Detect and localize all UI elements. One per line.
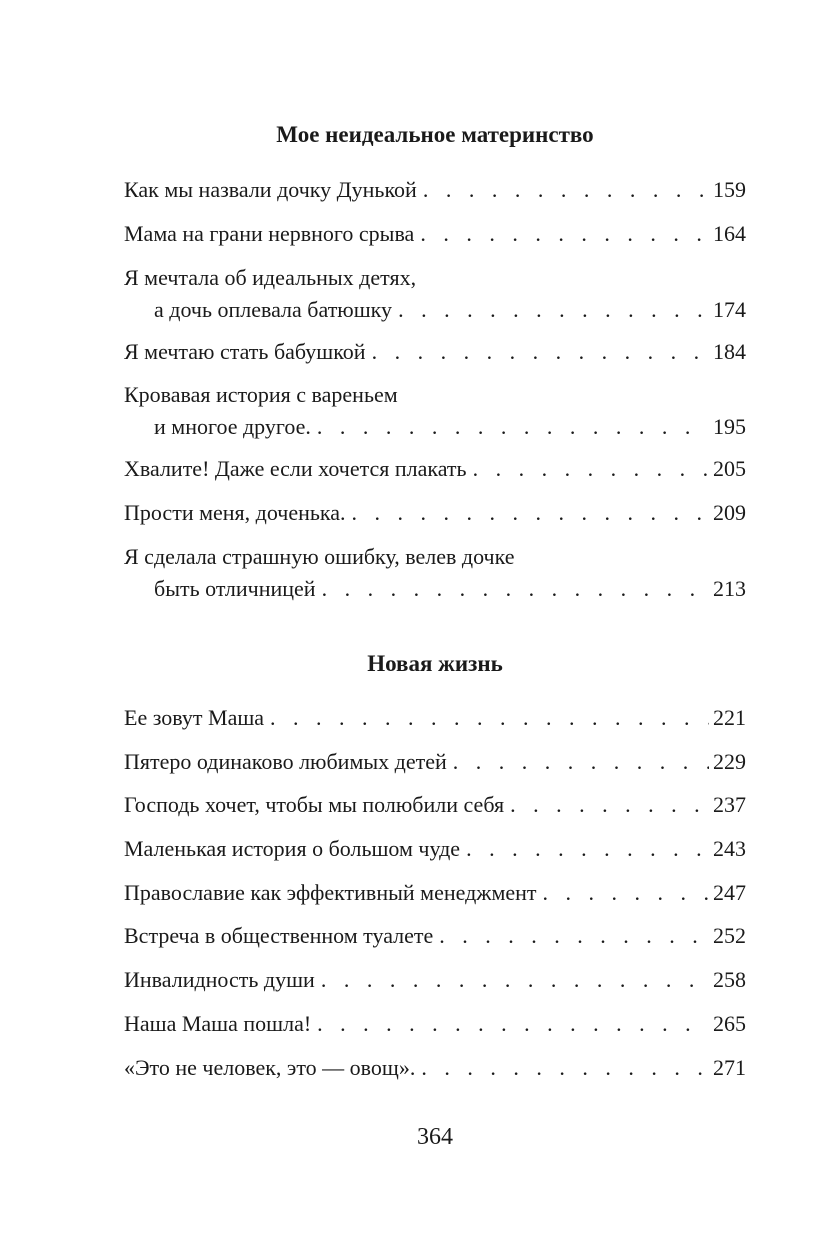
dot-leader <box>537 877 709 909</box>
dot-leader <box>311 411 709 443</box>
entry-page: 209 <box>713 500 746 525</box>
toc-line <box>124 541 746 573</box>
toc-line <box>124 833 746 865</box>
dot-leader <box>264 702 709 734</box>
dot-leader <box>414 218 709 250</box>
toc-entry <box>124 746 746 778</box>
entry-page: 221 <box>713 705 746 730</box>
dot-leader <box>346 497 709 529</box>
toc-line <box>124 294 746 326</box>
entry-title: Маленькая история о большом чуде <box>124 836 461 861</box>
toc-line <box>124 1008 746 1040</box>
toc-entry <box>124 789 746 821</box>
toc-line <box>124 920 746 952</box>
dot-leader <box>316 573 709 605</box>
toc-line <box>124 379 746 411</box>
entry-title-continued: и многое другое. <box>154 414 311 439</box>
entry-title: Наша Маша пошла! <box>124 1011 312 1036</box>
entry-title: Ее зовут Маша <box>124 705 265 730</box>
entry-title: Я сделала страшную ошибку, велев дочке <box>124 544 515 569</box>
dot-leader <box>417 174 709 206</box>
toc-line <box>124 411 746 443</box>
entry-title: Прости меня, доченька. <box>124 500 346 525</box>
dot-leader <box>315 964 709 996</box>
entry-page: 265 <box>713 1011 746 1036</box>
toc-line <box>124 746 746 778</box>
toc-entry <box>124 877 746 909</box>
entry-page: 229 <box>713 749 746 774</box>
dot-leader <box>415 1052 709 1084</box>
toc-line <box>124 336 746 368</box>
toc-line <box>124 453 746 485</box>
dot-leader <box>447 746 709 778</box>
entry-page: 184 <box>713 339 746 364</box>
entry-page: 237 <box>713 792 746 817</box>
toc-line <box>124 497 746 529</box>
entry-title-continued: быть отличницей <box>154 576 316 601</box>
entry-page: 258 <box>713 967 746 992</box>
toc-line <box>124 174 746 206</box>
section-title: Мое неидеальное материнство <box>276 122 594 147</box>
toc-entry <box>124 833 746 865</box>
toc-entry <box>124 336 746 368</box>
entry-page: 164 <box>713 221 746 246</box>
entry-title: Как мы назвали дочку Дунькой <box>124 177 417 202</box>
toc-entry <box>124 1008 746 1040</box>
entry-page: 247 <box>713 880 746 905</box>
entry-title: Инвалидность души <box>124 967 315 992</box>
toc-line <box>124 877 746 909</box>
toc-line <box>124 218 746 250</box>
table-of-contents <box>124 0 746 1240</box>
entry-title: Встреча в общественном туалете <box>124 923 434 948</box>
toc-entry <box>124 497 746 529</box>
entry-title: Я мечтала об идеальных детях, <box>124 265 417 290</box>
entry-title: Православие как эффективный менеджмент <box>124 880 537 905</box>
toc-entry <box>124 379 746 443</box>
entry-title: Мама на грани нервного срыва <box>124 221 415 246</box>
toc-entry <box>124 920 746 952</box>
entry-page: 252 <box>713 923 746 948</box>
entry-title: «Это не человек, это — овощ». <box>124 1055 416 1080</box>
section-title: Новая жизнь <box>367 651 503 676</box>
toc-entry <box>124 964 746 996</box>
dot-leader <box>392 294 709 326</box>
entry-title: Пятеро одинаково любимых детей <box>124 749 447 774</box>
toc-entry <box>124 702 746 734</box>
toc-entry <box>124 453 746 485</box>
page-number: 364 <box>417 1124 453 1150</box>
toc-line <box>124 573 746 605</box>
toc-line <box>124 702 746 734</box>
dot-leader <box>366 336 709 368</box>
toc-line <box>124 262 746 294</box>
entry-title-continued: а дочь оплевала батюшку <box>154 297 393 322</box>
toc-entry <box>124 218 746 250</box>
dot-leader <box>460 833 709 865</box>
entry-page: 205 <box>713 456 746 481</box>
entry-title: Хвалите! Даже если хочется плакать <box>124 456 467 481</box>
toc-line <box>124 789 746 821</box>
dot-leader <box>433 920 709 952</box>
entry-page: 174 <box>713 297 746 322</box>
toc-entry <box>124 174 746 206</box>
dot-leader <box>504 789 709 821</box>
dot-leader <box>467 453 709 485</box>
toc-entry <box>124 541 746 605</box>
entry-page: 213 <box>713 576 746 601</box>
toc-entry <box>124 1052 746 1084</box>
entry-title: Господь хочет, чтобы мы полюбили себя <box>124 792 505 817</box>
dot-leader <box>311 1008 709 1040</box>
entry-page: 243 <box>713 836 746 861</box>
toc-entry <box>124 262 746 326</box>
entry-page: 159 <box>713 177 746 202</box>
toc-line <box>124 964 746 996</box>
entry-page: 271 <box>713 1055 746 1080</box>
entry-title: Я мечтаю стать бабушкой <box>124 339 366 364</box>
entry-page: 195 <box>713 414 746 439</box>
entry-title: Кровавая история с вареньем <box>124 382 398 407</box>
toc-line <box>124 1052 746 1084</box>
